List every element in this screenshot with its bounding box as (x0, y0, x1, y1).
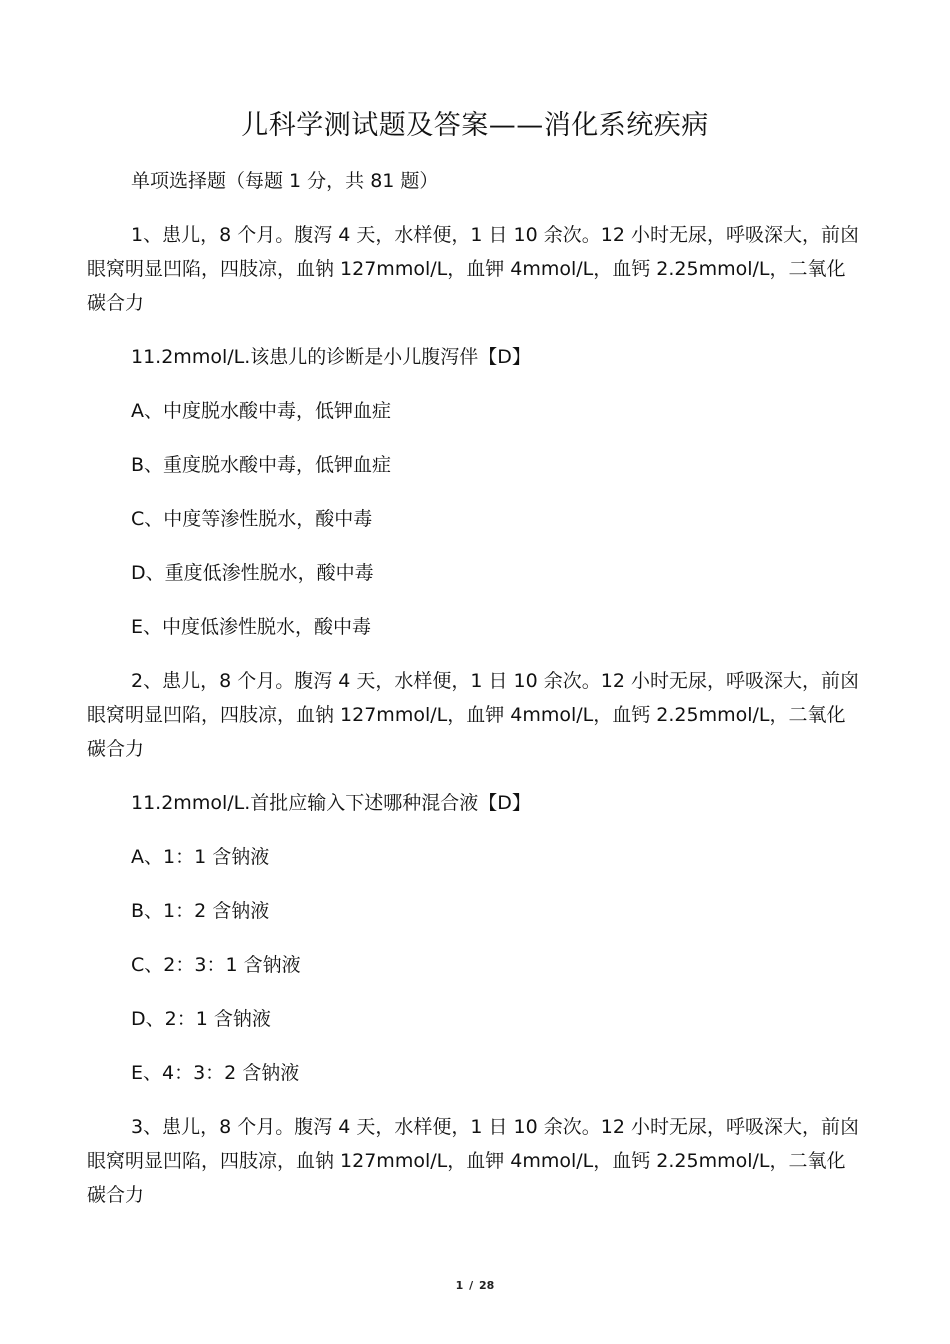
answer-option: B、重度脱水酸中毒，低钾血症 (131, 454, 392, 476)
answer-option: E、中度低渗性脱水，酸中毒 (131, 616, 372, 638)
question-stem: 3、患儿，8 个月。腹泻 4 天，水样便，1 日 10 余次。12 小时无尿，呼吸深大，前囟眼窝明显凹陷，四肢凉，血钠 127mmol/L，血钾 4mmol/L，血钙 2.25mmol/L，二氧化碳合力 (87, 1116, 859, 1206)
document-body (87, 164, 863, 1212)
answer-option: C、中度等渗性脱水，酸中毒 (131, 508, 373, 530)
answer-option: A、1：1 含钠液 (131, 846, 270, 868)
answer-option: C、2：3：1 含钠液 (131, 954, 301, 976)
answer-option: D、2：1 含钠液 (131, 1008, 271, 1030)
answer-option: B、1：2 含钠液 (131, 900, 270, 922)
answer-option: D、重度低渗性脱水，酸中毒 (131, 562, 374, 584)
question-stem: 1、患儿，8 个月。腹泻 4 天，水样便，1 日 10 余次。12 小时无尿，呼吸深大，前囟眼窝明显凹陷，四肢凉，血钠 127mmol/L，血钾 4mmol/L，血钙 2.25mmol/L，二氧化碳合力 (87, 224, 859, 314)
answer-option: A、中度脱水酸中毒，低钾血症 (131, 400, 391, 422)
page-number: 1 / 28 (455, 1279, 495, 1292)
page-title: 儿科学测试题及答案——消化系统疾病 (241, 110, 709, 141)
question-stem: 2、患儿，8 个月。腹泻 4 天，水样便，1 日 10 余次。12 小时无尿，呼吸深大，前囟眼窝明显凹陷，四肢凉，血钠 127mmol/L，血钾 4mmol/L，血钙 2.25mmol/L，二氧化碳合力 (87, 670, 859, 760)
question-prompt: 11.2mmol/L.首批应输入下述哪种混合液【D】 (131, 792, 531, 814)
section-heading: 单项选择题（每题 1 分，共 81 题） (131, 170, 439, 192)
question-prompt: 11.2mmol/L.该患儿的诊断是小儿腹泻伴【D】 (131, 346, 531, 368)
answer-option: E、4：3：2 含钠液 (131, 1062, 300, 1084)
